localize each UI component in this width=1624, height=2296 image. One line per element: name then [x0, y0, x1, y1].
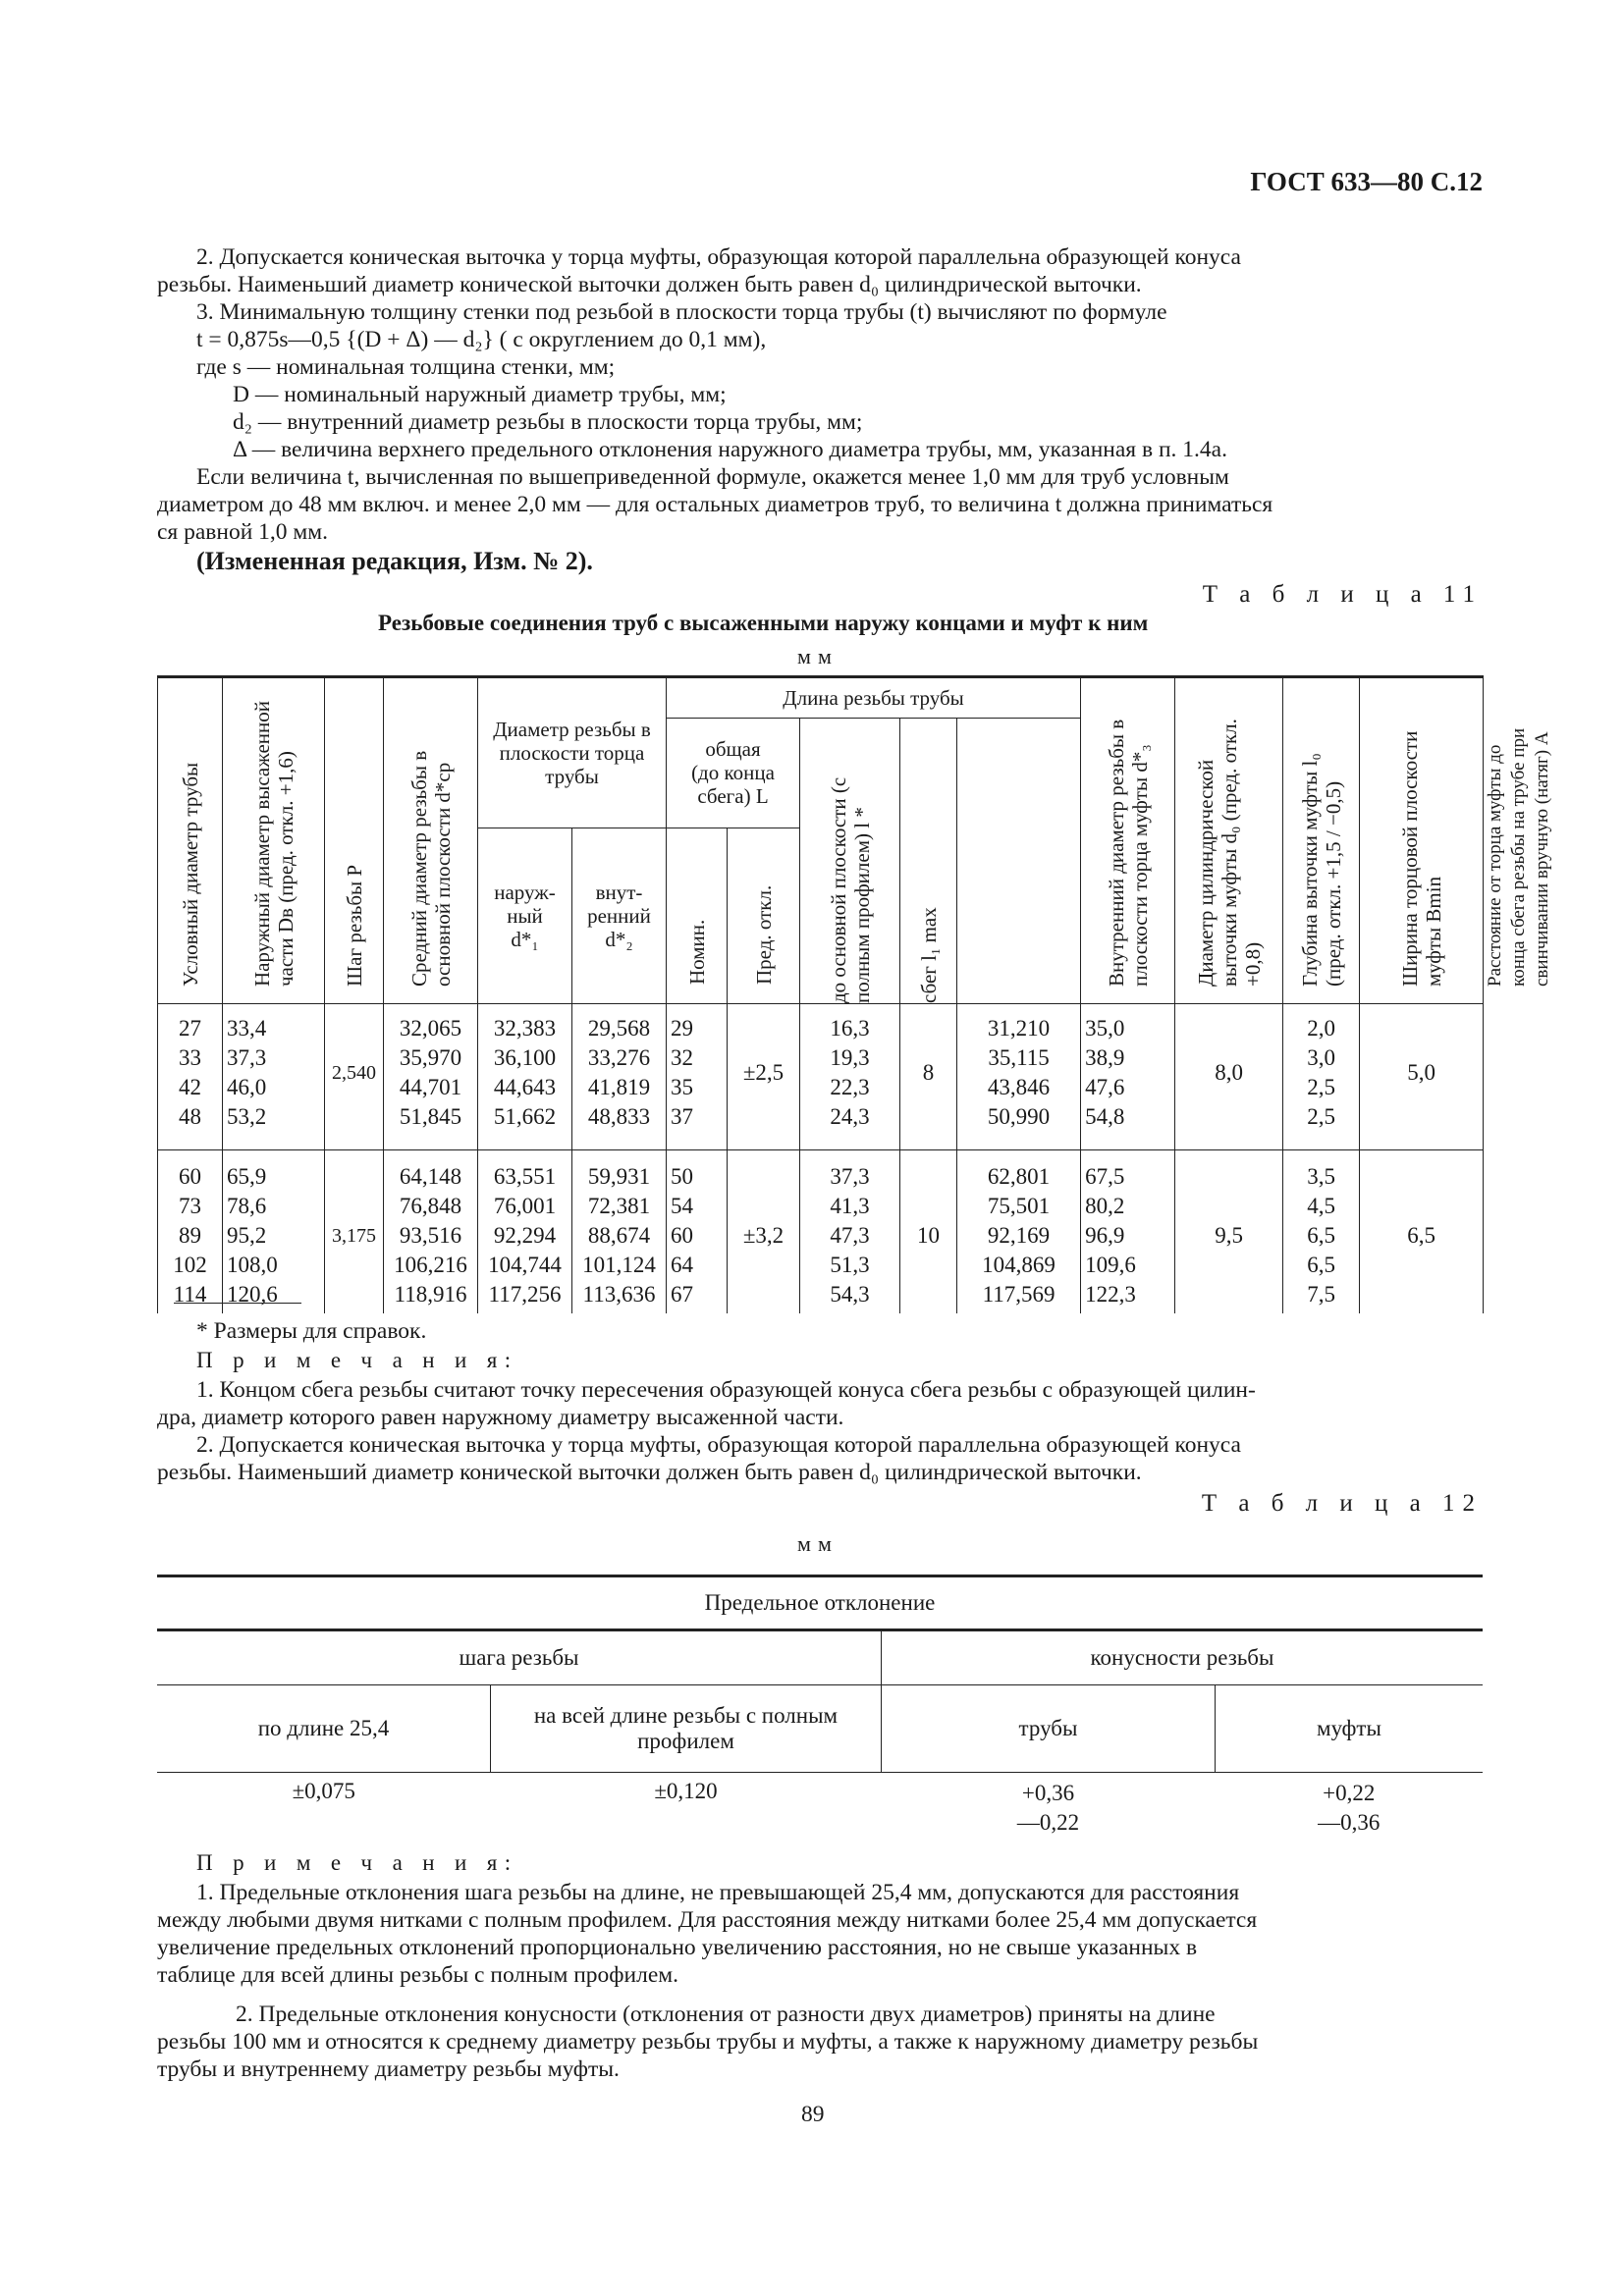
- definition: d₂ — внутренний диаметр резьбы в плоскости торца трубы, мм;: [233, 409, 863, 435]
- col-header: Шаг резьбы P: [325, 677, 384, 1004]
- paragraph: 2. Допускается коническая выточка у торца муфты, образующая которой параллельна образующей конуса: [196, 244, 1241, 270]
- paragraph: ся равной 1,0 мм.: [157, 519, 329, 545]
- col-header: шага резьбы: [157, 1630, 882, 1685]
- note: 1. Предельные отклонения шага резьбы на длине, не превышающей 25,4 мм, допускаются для расстояния: [196, 1880, 1240, 1905]
- col-header: Ширина торцовой плоскости муфты Bmin: [1360, 677, 1484, 1004]
- col-header: сбег l₁ max: [900, 719, 957, 1004]
- col-header: на всей длине резьбы с полным профилем: [491, 1685, 882, 1773]
- col-header: Наружный диаметр высаженной части Dв (пред. откл. +1,6): [223, 677, 325, 1004]
- table-unit: мм: [797, 644, 839, 668]
- paragraph: диаметром до 48 мм включ. и менее 2,0 мм — для остальных диаметров труб, то величина t должна приниматься: [157, 492, 1273, 517]
- note: увеличение предельных отклонений пропорционально увеличению расстояния, но не свыше указанных в: [157, 1935, 1198, 1960]
- paragraph: резьбы. Наименьший диаметр конической выточки должен быть равен d₀ цилиндрической выточки.: [157, 272, 1142, 297]
- paragraph: 3. Минимальную толщину стенки под резьбой в плоскости торца трубы (t) вычисляют по формуле: [196, 299, 1167, 325]
- footnote: * Размеры для справок.: [196, 1318, 427, 1344]
- definition: где s — номинальная толщина стенки, мм;: [196, 354, 616, 380]
- col-header: Средний диаметр резьбы в основной плоскости d*ср: [384, 677, 478, 1004]
- col-header: Предельное отклонение: [157, 1576, 1483, 1630]
- table-label: Т а б л и ц а 11: [1202, 581, 1483, 608]
- table-12: [157, 1575, 1483, 1862]
- formula: t = 0,875s—0,5 {(D + Δ) — d₂} ( с округлением до 0,1 мм),: [196, 327, 767, 352]
- amendment-note: (Измененная редакция, Изм. № 2).: [196, 547, 593, 575]
- col-header: конусности резьбы: [882, 1630, 1484, 1685]
- note: трубы и внутреннему диаметру резьбы муфты.: [157, 2056, 620, 2082]
- note: 1. Концом сбега резьбы считают точку пересечения образующей конуса сбега резьбы с образующей цилин-: [196, 1377, 1256, 1403]
- table-row: 27 33 42 48 33,4 37,3 46,0 53,2 2,540 32,065 35,970 44,701 51,845 32,383 36,100 44,643 51,662 29,568 33,276 41,819 48,833 29 32 35 37 ±2,5 16,3 19,3 22,3 24,3 8 31,210 35,115 43,846 50,990 35,0 38,9 47,6 54,8 8,0 2,0 3,0 2,5 2,5 5,0: [158, 1004, 1484, 1150]
- table-label: Т а б л и ц а 12: [1201, 1490, 1483, 1517]
- col-header: Условный диаметр трубы: [158, 677, 223, 1004]
- col-header: Номин.: [667, 828, 728, 1003]
- note: 2. Предельные отклонения конусности (отклонения от разности двух диаметров) приняты на длине: [236, 2002, 1216, 2027]
- col-header: Глубина выточки муфты l₀ (пред. откл. +1,5 / −0,5): [1283, 677, 1360, 1004]
- notes-title: П р и м е ч а н и я:: [196, 1850, 518, 1875]
- col-header: трубы: [882, 1685, 1216, 1773]
- col-header: Диаметр цилиндрической выточки муфты d₀ (пред. откл. +0,8): [1175, 677, 1283, 1004]
- note: между любыми двумя нитками с полным профилем. Для расстояния между нитками более 25,4 мм допускается: [157, 1907, 1258, 1933]
- col-header: наруж- ный d*₁: [478, 828, 572, 1003]
- definition: D — номинальный наружный диаметр трубы, мм;: [233, 382, 727, 407]
- note: резьбы 100 мм и относятся к среднему диаметру резьбы трубы и муфты, а также к наружному диаметру резьбы: [157, 2029, 1259, 2055]
- col-header: Пред. откл.: [728, 828, 800, 1003]
- table-unit: мм: [797, 1531, 839, 1556]
- table-row: ±0,075 ±0,120 +0,36 —0,22 +0,22 —0,36: [157, 1773, 1483, 1863]
- col-group-header: общая (до конца сбега) L: [667, 719, 800, 828]
- paragraph: Если величина t, вычисленная по вышеприведенной формуле, окажется менее 1,0 мм для труб условным: [196, 464, 1229, 490]
- table-caption: Резьбовые соединения труб с высаженными наружу концами и муфт к ним: [378, 611, 1149, 635]
- col-header: Внутренний диаметр резьбы в плоскости торца муфты d*₃: [1081, 677, 1175, 1004]
- table-row: 60 73 89 102 114 65,9 78,6 95,2 108,0 120,6 3,175 64,148 76,848 93,516 106,216 118,916 63,551 76,001 92,294 104,744 117,256 59,931 72,381 88,674 101,124 113,636 50 54 60 64 67 ±3,2 37,3 41,3 47,3 51,3 54,3 10 62,801 75,501 92,169 104,869 117,569 67,5 80,2 96,9 109,6 122,3 9,5 3,5 4,5 6,5 6,5 7,5 6,5: [158, 1150, 1484, 1314]
- note: дра, диаметр которого равен наружному диаметру высаженной части.: [157, 1405, 844, 1430]
- col-group-header: Длина резьбы трубы: [667, 677, 1081, 719]
- page-header: ГОСТ 633—80 С.12: [1250, 167, 1483, 196]
- note: таблице для всей длины резьбы с полным профилем.: [157, 1962, 678, 1988]
- col-header: до основной плоскости (с полным профилем) l *: [800, 719, 900, 1004]
- note: 2. Допускается коническая выточка у торца муфты, образующая которой параллельна образующей конуса: [196, 1432, 1241, 1458]
- note: резьбы. Наименьший диаметр конической выточки должен быть равен d₀ цилиндрической выточки.: [157, 1460, 1142, 1485]
- col-header: внут- ренний d*₂: [572, 828, 667, 1003]
- table-11: Условный диаметр трубы Наружный диаметр высаженной части Dв (пред. откл. +1,6) Шаг резьбы P Средний диаметр резьбы в основной плоскости d*ср Диаметр резьбы в плоскости торца трубы Длина резьбы трубы Внутренний диаметр резьбы в плоскости торца муфты d*₃ Диаметр цилиндрической выточки муфты d₀ (пред. откл. +0,8) Глубина выточки муфты l₀ (пред. откл. +1,5 / −0,5) Ширина торцовой плоскости муфты Bmin Расстояние от торца муфты до конца сбега резьбы на трубе при свинчивании вручную (натяг) A общая (до конца сбега) L до основной плоскости (с полным профилем) l * сбег l₁ max наруж- ный d*₁ внут- ренний d*₂ Номин. Пред. откл. 27 33 42 48 33,4 37,3 46,0 53,2 2,540 32,065 35,970 44,701 51,845 32,383 36,100 44,643 51,662 29,568 33,276 41,819 48,833 29 32 35 37 ±2,5 16,3 19,3 22,3 24,3 8 31,210 35,115 43,846 50,990 35,0 38,9 47,6 54,8 8,0 2,0 3,0 2,5 2,5 5,0 60 73 89 102 114 65,9 78,6 95,2 108,0 120,6 3,175 64,148 76,848 93,516 106,216 118,916 63,551 76,001 92,294 104,744 117,256 59,931 72,381 88,674 101,124 113,636 50 54 60 64 67 ±3,2 37,3 41,3 47,3 51,3 54,3 10 62,801 75,501 92,169 104,869 117,569 67,5 80,2 96,9 109,6 122,3 9,5 3,5 4,5 6,5 6,5 7,5 6,5: [157, 675, 1484, 1313]
- definition: Δ — величина верхнего предельного отклонения наружного диаметра трубы, мм, указанная в п. 1.4а.: [233, 437, 1227, 462]
- notes-title: П р и м е ч а н и я:: [196, 1348, 518, 1372]
- col-header: муфты: [1216, 1685, 1484, 1773]
- col-header: по длине 25,4: [157, 1685, 491, 1773]
- page-number: 89: [801, 2102, 825, 2127]
- col-group-header: Диаметр резьбы в плоскости торца трубы: [478, 677, 667, 828]
- footnote-rule: [174, 1303, 301, 1304]
